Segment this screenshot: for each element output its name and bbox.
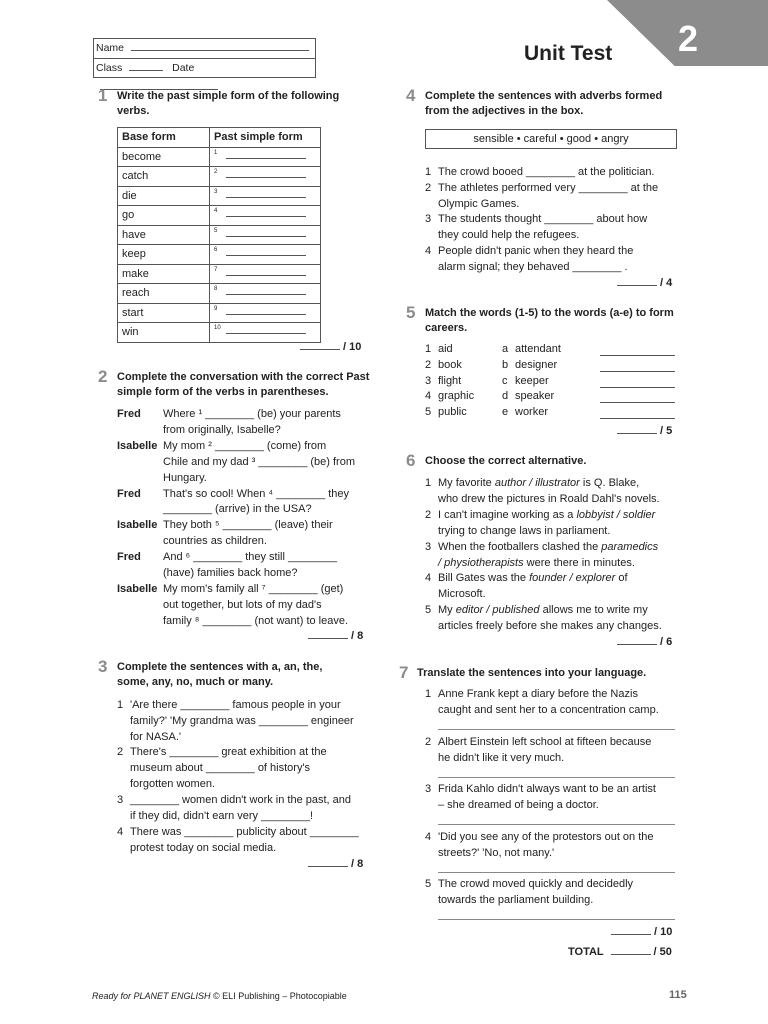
footer: Ready for PLANET ENGLISH © ELI Publishing – Photocopiable xyxy=(92,991,347,1001)
verb-row xyxy=(118,147,321,167)
item-text: family?' 'My grandma was ________ engineer xyxy=(130,715,354,727)
text-part: who drew the pictures in Roald Dahl's novels. xyxy=(438,493,660,505)
match-word: speaker xyxy=(515,390,555,403)
item-text xyxy=(438,539,658,555)
item-text: There's ________ great exhibition at the xyxy=(130,746,327,758)
answer-line[interactable] xyxy=(226,294,306,295)
base-form: start xyxy=(118,303,210,323)
item-text: Albert Einstein left school at fifteen because xyxy=(438,736,652,748)
list-item xyxy=(117,824,377,856)
answer-line[interactable] xyxy=(226,255,306,256)
item-number: 5 xyxy=(214,227,218,234)
match-word: attendant xyxy=(515,343,561,355)
answer-line[interactable] xyxy=(226,314,306,315)
verb-table-header xyxy=(118,128,321,148)
item-number: 7 xyxy=(214,266,218,273)
item-text xyxy=(438,475,639,491)
section-2-score: / 8 xyxy=(308,628,363,642)
section-4-number: 4 xyxy=(406,86,416,105)
list-item xyxy=(425,876,685,908)
item-text: Olympic Games. xyxy=(438,198,520,210)
section-5-score: / 5 xyxy=(617,423,672,437)
text-part: articles freely before she makes any changes. xyxy=(438,620,662,632)
verb-row xyxy=(118,245,321,265)
match-word: designer xyxy=(515,358,558,371)
col-base-form: Base form xyxy=(118,128,210,148)
text-part: is Q. Blake, xyxy=(579,477,640,489)
item-number: 3 xyxy=(425,374,432,387)
translation-answer-line[interactable] xyxy=(438,729,675,730)
page-number: 115 xyxy=(669,989,687,1001)
list-item xyxy=(425,211,680,243)
list-item xyxy=(425,180,680,212)
verb-row xyxy=(118,186,321,206)
dialog-line: Chile and my dad ³ ________ (be) from xyxy=(163,455,355,468)
match-answer-line[interactable] xyxy=(600,402,675,403)
item-text: The crowd moved quickly and decidedly xyxy=(438,878,634,890)
match-answer-line[interactable] xyxy=(600,418,675,419)
past-form-cell xyxy=(210,225,321,245)
career-word: graphic xyxy=(438,390,475,403)
text-part: trying to change laws in parliament. xyxy=(438,525,611,537)
section-2-number: 2 xyxy=(98,367,108,386)
item-text: for NASA.' xyxy=(130,731,182,743)
item-number: 10 xyxy=(214,325,221,331)
base-form: become xyxy=(118,147,210,167)
item-number: 4 xyxy=(425,390,432,403)
item-number: 5 xyxy=(425,406,432,419)
match-answer-line[interactable] xyxy=(600,371,675,372)
section-1-number: 1 xyxy=(98,86,108,105)
dialog-line: That's so cool! When ⁴ ________ they xyxy=(163,487,349,500)
name-field[interactable] xyxy=(131,40,309,51)
alternative-choice[interactable]: founder / explorer xyxy=(529,572,616,584)
section-7-score: / 10 xyxy=(611,924,672,938)
list-item xyxy=(425,734,685,766)
text-part: of xyxy=(615,572,628,584)
col-past-simple: Past simple form xyxy=(210,128,321,148)
section-2-heading: Complete the conversation with the correct Past simple form of the verbs in parentheses. xyxy=(117,371,370,398)
list-item xyxy=(425,539,685,571)
match-letter: e xyxy=(502,406,509,419)
section-7-number: 7 xyxy=(399,663,409,682)
item-text: 'Did you see any of the protestors out on the xyxy=(438,831,654,843)
item-text: Anne Frank kept a diary before the Nazis xyxy=(438,688,638,700)
alternative-choice[interactable]: / physiotherapists xyxy=(438,557,524,569)
past-form-cell xyxy=(210,186,321,206)
speaker-name: Isabelle xyxy=(117,582,158,595)
item-text: 'Are there ________ famous people in your xyxy=(130,699,341,711)
section-3-number: 3 xyxy=(98,657,108,676)
base-form: have xyxy=(118,225,210,245)
section-5-heading: Match the words (1-5) to the words (a-e) to form careers. xyxy=(425,307,674,334)
career-word: book xyxy=(438,358,462,371)
total-score: TOTAL / 50 xyxy=(568,946,672,958)
dialog-line: family ⁸ ________ (not want) to leave. xyxy=(163,614,349,627)
item-number: 5 xyxy=(425,878,432,890)
past-form-cell xyxy=(210,284,321,304)
dialog-line: Where ¹ ________ (be) your parents xyxy=(163,408,341,420)
section-6-score: / 6 xyxy=(617,634,672,648)
item-text: alarm signal; they behaved ________ . xyxy=(438,261,628,273)
item-number: 3 xyxy=(214,188,218,195)
text-part: My xyxy=(438,604,456,616)
item-text: People didn't panic when they heard the xyxy=(438,245,634,257)
section-4-heading: Complete the sentences with adverbs formed from the adjectives in the box. xyxy=(425,90,663,117)
date-label: Date xyxy=(172,62,195,74)
item-number: 4 xyxy=(117,826,124,838)
class-label: Class xyxy=(96,62,123,74)
text-part: When the footballers clashed the xyxy=(438,541,602,553)
item-number: 4 xyxy=(425,572,432,584)
adjective-word-box: sensible • careful • good • angry xyxy=(425,129,677,149)
item-text: protest today on social media. xyxy=(130,842,277,854)
base-form: die xyxy=(118,186,210,206)
speaker-name: Fred xyxy=(117,408,141,420)
dialog-line: ________ (arrive) in the USA? xyxy=(163,503,312,516)
verb-row xyxy=(118,264,321,284)
section-1-score: / 10 xyxy=(300,339,361,353)
item-text xyxy=(438,555,635,571)
text-part: Microsoft. xyxy=(438,588,486,600)
answer-line[interactable] xyxy=(226,236,306,237)
match-letter: d xyxy=(502,390,509,403)
item-text xyxy=(438,602,648,618)
answer-line[interactable] xyxy=(226,275,306,276)
text-part: My favorite xyxy=(438,477,495,489)
item-number: 3 xyxy=(425,213,432,225)
translation-answer-line[interactable] xyxy=(438,777,675,778)
list-item xyxy=(425,602,685,634)
match-letter: b xyxy=(502,358,509,371)
list-item xyxy=(117,792,377,824)
past-form-cell xyxy=(210,206,321,226)
item-text: towards the parliament building. xyxy=(438,894,594,906)
past-form-cell xyxy=(210,264,321,284)
section-6-number: 6 xyxy=(406,451,416,470)
dialog-line: (have) families back home? xyxy=(163,567,298,579)
item-text xyxy=(438,523,610,539)
item-number: 1 xyxy=(425,166,432,178)
base-form: reach xyxy=(118,284,210,304)
match-letter: c xyxy=(502,374,508,387)
dialog-line: My mom's family all ⁷ ________ (get) xyxy=(163,582,344,595)
verb-row xyxy=(118,225,321,245)
unit-number: 2 xyxy=(677,18,699,59)
match-answer-line[interactable] xyxy=(600,355,675,356)
section-6-heading: Choose the correct alternative. xyxy=(425,455,587,467)
alternative-choice[interactable]: editor / published xyxy=(455,604,540,616)
list-item xyxy=(117,744,377,792)
item-number: 1 xyxy=(425,477,432,489)
item-number: 1 xyxy=(425,343,432,355)
text-part: allows me to write my xyxy=(539,604,648,616)
past-form-cell xyxy=(210,303,321,323)
item-number: 9 xyxy=(214,305,218,312)
item-text: There was ________ publicity about ________ xyxy=(130,826,359,838)
student-info-box xyxy=(93,38,316,78)
speaker-name: Fred xyxy=(117,487,141,500)
answer-line[interactable] xyxy=(226,216,306,217)
translation-answer-line[interactable] xyxy=(438,919,675,920)
career-word: aid xyxy=(438,343,453,355)
item-text: The athletes performed very ________ at the xyxy=(438,182,659,194)
translation-answer-line[interactable] xyxy=(438,872,675,873)
item-number: 4 xyxy=(425,245,432,257)
item-text xyxy=(438,618,662,634)
item-number: 2 xyxy=(214,169,218,175)
dialog-line: They both ⁵ ________ (leave) their xyxy=(163,519,333,532)
past-form-cell xyxy=(210,147,321,167)
item-number: 1 xyxy=(425,688,432,700)
text-part: I can't imagine working as a xyxy=(438,509,577,521)
career-word: flight xyxy=(438,374,462,387)
item-number: 1 xyxy=(214,149,218,156)
verb-row xyxy=(118,167,321,187)
section-3-score: / 8 xyxy=(308,856,363,870)
past-form-cell xyxy=(210,245,321,265)
match-word: worker xyxy=(515,406,549,419)
section-3-heading: Complete the sentences with a, an, the, some, any, no, much or many. xyxy=(117,661,323,688)
name-label: Name xyxy=(96,42,125,54)
speaker-name: Isabelle xyxy=(117,439,158,452)
item-number: 2 xyxy=(117,746,124,758)
answer-line[interactable] xyxy=(226,333,306,334)
item-text xyxy=(438,586,486,602)
dialog-line: My mom ² ________ (come) from xyxy=(163,439,327,452)
item-text: caught and sent her to a concentration camp. xyxy=(438,704,659,716)
item-text: Frida Kahlo didn't always want to be an artist xyxy=(438,783,656,795)
dialog-line: Hungary. xyxy=(163,471,207,484)
item-number: 4 xyxy=(214,208,218,214)
list-item xyxy=(425,686,685,718)
list-item xyxy=(117,697,377,745)
list-item xyxy=(425,781,685,813)
verb-row xyxy=(118,303,321,323)
text-part: Bill Gates was the xyxy=(438,572,530,584)
answer-line[interactable] xyxy=(226,177,306,178)
section-5-number: 5 xyxy=(406,303,416,322)
item-number: 2 xyxy=(425,358,432,371)
list-item xyxy=(425,570,685,602)
item-number: 4 xyxy=(425,831,432,843)
dialog-line: from originally, Isabelle? xyxy=(163,423,281,436)
item-text: they could help the refugees. xyxy=(438,229,580,241)
item-number: 3 xyxy=(425,783,432,795)
list-item xyxy=(425,829,685,861)
match-letter: a xyxy=(502,343,509,355)
base-form: make xyxy=(118,264,210,284)
base-form: keep xyxy=(118,245,210,265)
dialog-line: out together, but lots of my dad's xyxy=(163,598,322,611)
item-number: 2 xyxy=(425,736,432,748)
item-number: 3 xyxy=(425,541,432,553)
item-text: ________ women didn't work in the past, and xyxy=(130,794,352,806)
speaker-name: Fred xyxy=(117,551,141,564)
base-form: catch xyxy=(118,167,210,187)
match-word: keeper xyxy=(515,374,549,387)
past-form-cell xyxy=(210,167,321,187)
item-number: 1 xyxy=(117,699,124,711)
conversation xyxy=(117,406,377,626)
item-text xyxy=(438,570,628,586)
section-7-heading: Translate the sentences into your language. xyxy=(417,667,647,679)
item-text xyxy=(438,491,660,507)
career-word: public xyxy=(438,406,467,419)
item-number: 8 xyxy=(214,286,218,292)
list-item xyxy=(425,507,685,539)
alternative-choice[interactable]: lobbyist / soldier xyxy=(576,509,656,521)
alternative-choice[interactable]: paramedics xyxy=(601,541,659,553)
page-title: Unit Test xyxy=(524,42,613,65)
item-number: 6 xyxy=(214,247,218,253)
item-text: museum about ________ of history's xyxy=(130,762,311,774)
name-row[interactable] xyxy=(94,39,315,58)
item-text xyxy=(438,507,655,523)
dialog-line: And ⁶ ________ they still ________ xyxy=(163,551,337,564)
list-item xyxy=(425,475,685,507)
item-text: – she dreamed of being a doctor. xyxy=(438,799,599,811)
verb-row xyxy=(118,284,321,304)
answer-line[interactable] xyxy=(226,158,306,159)
item-text: The crowd booed ________ at the politician. xyxy=(438,166,655,178)
list-item xyxy=(425,164,680,180)
verb-row xyxy=(118,323,321,343)
dialog-line: countries as children. xyxy=(163,535,267,548)
verb-table xyxy=(117,127,321,343)
item-text: he didn't like it very much. xyxy=(438,752,565,764)
answer-line[interactable] xyxy=(226,197,306,198)
text-part: were there in minutes. xyxy=(523,557,635,569)
section-1-heading: Write the past simple form of the following verbs. xyxy=(117,90,340,117)
list-item xyxy=(425,243,680,275)
item-number: 2 xyxy=(425,182,432,194)
item-text: if they did, didn't earn very ________! xyxy=(130,810,314,822)
item-number: 3 xyxy=(117,794,124,806)
speaker-name: Isabelle xyxy=(117,519,158,532)
item-text: streets?' 'No, not many.' xyxy=(438,847,555,859)
verb-row xyxy=(118,206,321,226)
section-4-score: / 4 xyxy=(617,275,672,289)
item-text: forgotten women. xyxy=(130,778,215,790)
translation-answer-line[interactable] xyxy=(438,824,675,825)
item-number: 2 xyxy=(425,509,432,521)
item-number: 5 xyxy=(425,604,432,616)
base-form: win xyxy=(118,323,210,343)
base-form: go xyxy=(118,206,210,226)
alternative-choice[interactable]: author / illustrator xyxy=(494,477,580,489)
class-field[interactable] xyxy=(129,60,163,71)
item-text: The students thought ________ about how xyxy=(438,213,648,225)
class-date-row xyxy=(94,58,315,77)
match-answer-line[interactable] xyxy=(600,387,675,388)
